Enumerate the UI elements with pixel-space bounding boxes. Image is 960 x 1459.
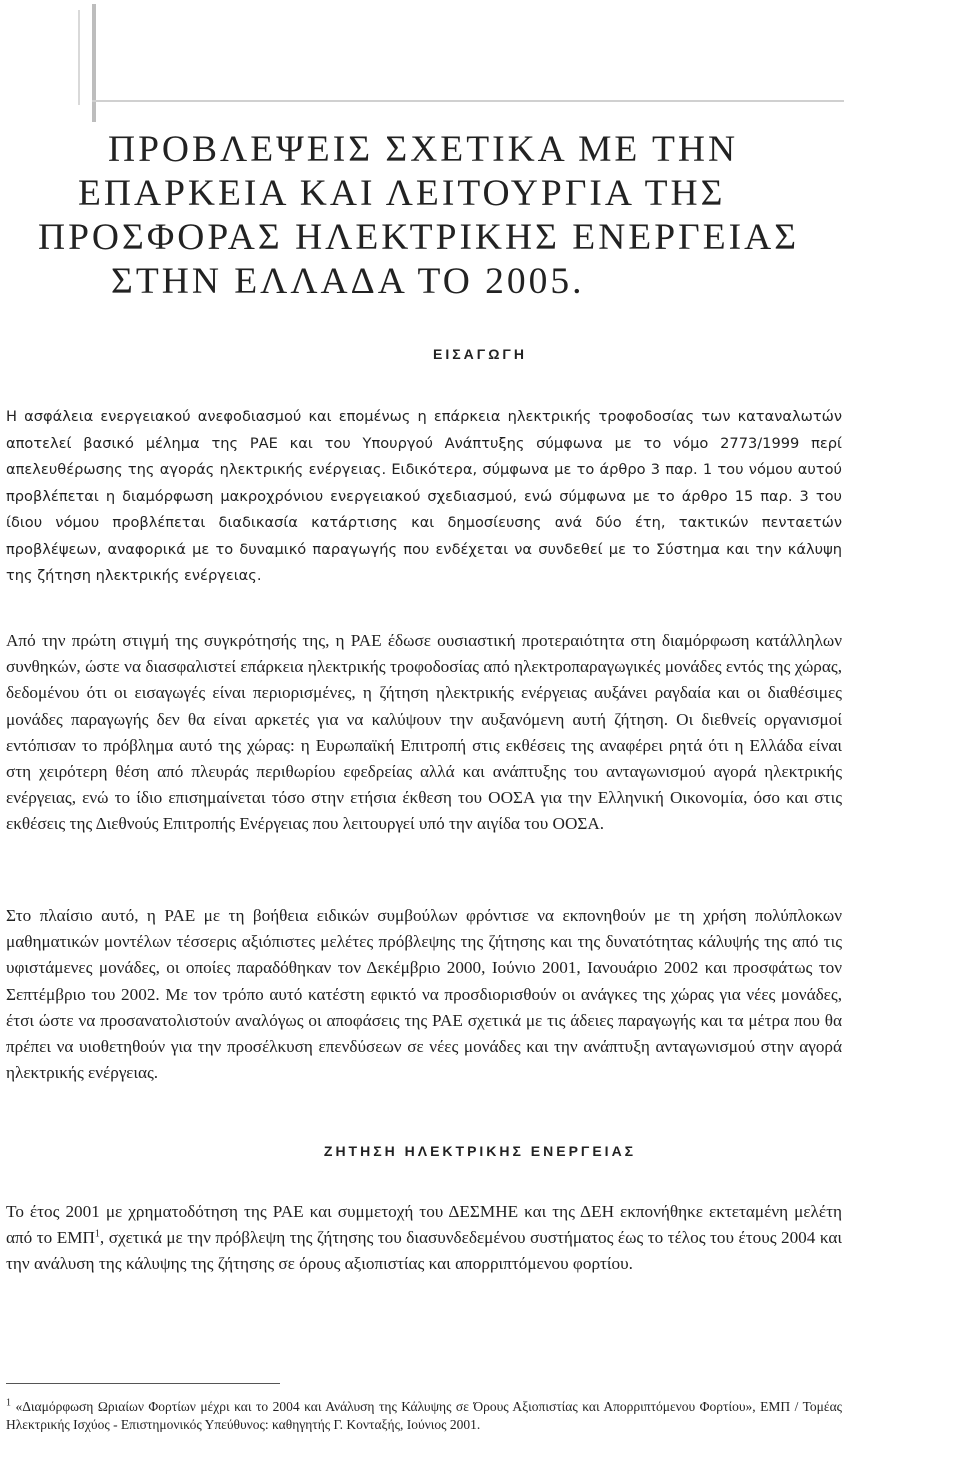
paragraph: Η ασφάλεια ενεργειακού ανεφοδιασμού και επομένως η επάρκεια ηλεκτρικής τροφοδοσίας των καταναλωτών αποτελεί βασικό μέλημα της ΡΑΕ και του Υπουργού Ανάπτυξης σύμφωνα με το νόμο 2773/1999 περί απελευθέρωσης της αγοράς ηλεκτρικής ενέργειας. Ειδικότερα, σύμφωνα με το άρθρο 3 παρ. 1 του νόμου αυτού προβλέπεται η διαμόρφωση μακροχρόνιου ενεργειακού σχεδιασμού, ενώ σύμφωνα με το άρθρο 15 παρ. 3 του ίδιου νόμου προβλέπεται διαδικασία κατάρτισης και δημοσίευσης ανά δύο έτη, τακτικών πενταετών προβλέψεων, αναφορικά με το δυναμικό παραγωγής που ενδέχεται να συνδεθεί με το Σύστημα και την κάλυψη της ζήτηση ηλεκτρικής ενέργειας. [6, 408, 842, 584]
decorative-rule [92, 100, 844, 102]
paragraph-text: Το έτος 2001 με χρηματοδότηση της ΡΑΕ και συμμετοχή του ΔΕΣΜΗΕ και της ΔΕΗ εκπονήθηκε εκτεταμένη μελέτη από το ΕΜΠ [6, 1202, 842, 1248]
decorative-line [92, 4, 96, 122]
footnote-separator [6, 1383, 280, 1384]
paragraph [6, 1199, 842, 1278]
footnote-text: «Διαμόρφωση Ωριαίων Φορτίων μέχρι και το 2004 και Ανάλυση της Κάλυψης σε Όρους Αξιοπιστίας και Απορριπτόμενου Φορτίου», ΕΜΠ / Τομέας Ηλεκτρικής Ισχύος - Επιστημονικός Υπεύθυνος: καθηγητής Γ. Κονταξής, Ιούνιος 2001. [6, 1399, 842, 1433]
title-line: ΠΡΟΣΦΟΡΑΣ ΗΛΕΚΤΡΙΚΗΣ ΕΝΕΡΓΕΙΑΣ [38, 217, 800, 258]
footnote-reference[interactable]: 1 [94, 1228, 100, 1240]
page-title [0, 128, 960, 304]
paragraph: Από την πρώτη στιγμή της συγκρότησής της, η ΡΑΕ έδωσε ουσιαστική προτεραιότητα στη διαμόρφωση κατάλληλων συνθηκών, ώστε να διασφαλιστεί επάρκεια ηλεκτρικής τροφοδοσίας από ηλεκτροπαραγωγικές μονάδες εντός της χώρας, δεδομένου ότι οι εισαγωγές είναι περιορισμένες, η ζήτηση ηλεκτρικής ενέργειας αυξάνει ραγδαία και οι διαθέσιμες μονάδες παραγωγής δεν θα είναι αρκετές για να καλύψουν την αυξανόμενη αυτή ζήτηση. Οι διεθνείς οργανισμοί εντόπισαν το πρόβλημα αυτό της χώρας: η Ευρωπαϊκή Επιτροπή στις εκθέσεις της αναφέρει ρητά ότι η Ελλάδα είναι στη χειρότερη θέση από πλευράς περιθωρίου εφεδρείας αλλά και ανάπτυξης του ανταγωνισμού αγορά ηλεκτρικής ενέργειας, ενώ το ίδιο επισημαίνεται τόσο στην ετήσια έκθεση του ΟΟΣΑ για την Ελληνική Οικονομία, όσο και στις εκθέσεις της Διεθνούς Επιτροπής Ενέργειας που λειτουργεί υπό την αιγίδα του ΟΟΣΑ. [6, 631, 842, 834]
paragraph-text: , σχετικά με την πρόβλεψη της ζήτησης του διασυνδεδεμένου συστήματος έως το τέλος του έτους 2004 και την ανάλυση της κάλυψης της ζήτησης σε όρους αξιοπιστίας και απορριπτόμενου φορτίου. [6, 1228, 842, 1274]
section-heading-introduction: ΕΙΣΑΓΩΓΗ [433, 346, 527, 362]
footnote-number: 1 [6, 1397, 11, 1409]
title-line: ΠΡΟΒΛΕΨΕΙΣ ΣΧΕΤΙΚΑ ΜΕ ΤΗΝ [108, 129, 739, 170]
title-line: ΣΤΗΝ ΕΛΛΑΔΑ ΤΟ 2005. [111, 261, 585, 302]
paragraph: Στο πλαίσιο αυτό, η ΡΑΕ με τη βοήθεια ειδικών συμβούλων φρόντισε να εκπονηθούν με τη χρήση πολύπλοκων μαθηματικών μοντέλων τέσσερις αξιόπιστες μελέτες πρόβλεψης της ζήτησης και της δυνατότητας κάλυψής της από τις υφιστάμενες μονάδες, οι οποίες παραδόθηκαν τον Δεκέμβριο 2000, Ιούνιο 2001, Ιανουάριο 2002 και προσφάτως τον Σεπτέμβριο του 2002. Με τον τρόπο αυτό κατέστη εφικτό να προσδιορισθούν οι ανάγκες της χώρας για νέες μονάδες, έτσι ώστε να προσανατολιστούν αναλόγως οι αποφάσεις της ΡΑΕ σχετικά με τις άδειες παραγωγής και τα μέτρα που θα πρέπει να υιοθετηθούν για την προσέλκυση επενδύσεων σε νέες μονάδες και την ανάπτυξη ανταγωνισμού στην αγορά ηλεκτρικής ενέργειας. [6, 906, 842, 1083]
decorative-line [78, 10, 80, 105]
section-heading-electricity-demand: ΖΗΤΗΣΗ ΗΛΕΚΤΡΙΚΗΣ ΕΝΕΡΓΕΙΑΣ [323, 1143, 637, 1159]
footnote [6, 1398, 842, 1435]
title-line: ΕΠΑΡΚΕΙΑ ΚΑΙ ΛΕΙΤΟΥΡΓΙΑ ΤΗΣ [78, 173, 726, 214]
